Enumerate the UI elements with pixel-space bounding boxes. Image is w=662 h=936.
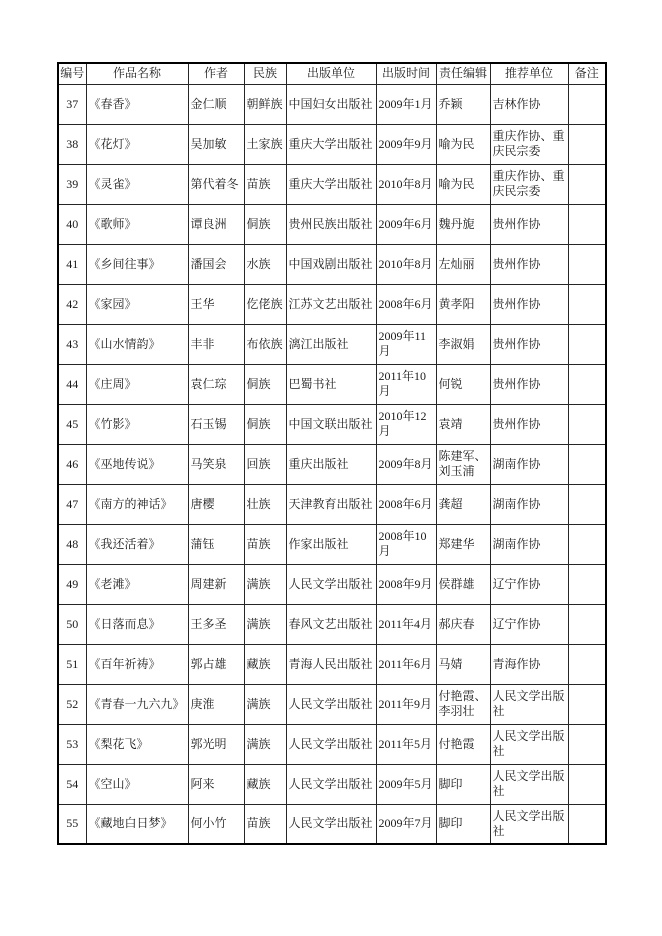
- cell-publisher: 人民文学出版社: [286, 684, 376, 724]
- table-row: [58, 604, 606, 644]
- cell-pub_time: 2011年6月: [376, 644, 436, 684]
- cell-title: 《梨花飞》: [86, 724, 188, 764]
- cell-title: 《庄周》: [86, 364, 188, 404]
- cell-pub_time: 2008年6月: [376, 484, 436, 524]
- cell-title: 《春香》: [86, 84, 188, 124]
- cell-id: 37: [58, 84, 86, 124]
- cell-pub_time: 2011年4月: [376, 604, 436, 644]
- cell-author: 庚淮: [188, 684, 244, 724]
- cell-author: 蒲钰: [188, 524, 244, 564]
- cell-recommender: 人民文学出版社: [490, 804, 568, 844]
- cell-id: 40: [58, 204, 86, 244]
- cell-ethnic: 土家族: [244, 124, 286, 164]
- cell-title: 《百年祈祷》: [86, 644, 188, 684]
- cell-pub_time: 2009年1月: [376, 84, 436, 124]
- cell-author: 阿来: [188, 764, 244, 804]
- table-row: [58, 644, 606, 684]
- cell-title: 《南方的神话》: [86, 484, 188, 524]
- cell-publisher: 巴蜀书社: [286, 364, 376, 404]
- cell-pub_time: 2011年10月: [376, 364, 436, 404]
- cell-editor: 马婧: [436, 644, 490, 684]
- table-row: [58, 764, 606, 804]
- cell-author: 第代着冬: [188, 164, 244, 204]
- cell-note: [568, 204, 606, 244]
- table-row: [58, 804, 606, 844]
- cell-id: 45: [58, 404, 86, 444]
- cell-pub_time: 2010年8月: [376, 244, 436, 284]
- cell-publisher: 漓江出版社: [286, 324, 376, 364]
- table-row: [58, 524, 606, 564]
- cell-recommender: 人民文学出版社: [490, 724, 568, 764]
- cell-publisher: 人民文学出版社: [286, 764, 376, 804]
- cell-recommender: 人民文学出版社: [490, 764, 568, 804]
- cell-editor: 李淑娟: [436, 324, 490, 364]
- cell-note: [568, 284, 606, 324]
- cell-recommender: 重庆作协、重庆民宗委: [490, 124, 568, 164]
- cell-id: 48: [58, 524, 86, 564]
- cell-editor: 侯群雄: [436, 564, 490, 604]
- cell-title: 《空山》: [86, 764, 188, 804]
- cell-note: [568, 164, 606, 204]
- cell-note: [568, 84, 606, 124]
- cell-editor: 左灿丽: [436, 244, 490, 284]
- cell-note: [568, 324, 606, 364]
- cell-note: [568, 804, 606, 844]
- cell-ethnic: 苗族: [244, 524, 286, 564]
- cell-pub_time: 2009年11月: [376, 324, 436, 364]
- cell-title: 《家园》: [86, 284, 188, 324]
- cell-ethnic: 朝鲜族: [244, 84, 286, 124]
- cell-ethnic: 满族: [244, 724, 286, 764]
- cell-id: 52: [58, 684, 86, 724]
- cell-note: [568, 364, 606, 404]
- cell-editor: 喻为民: [436, 164, 490, 204]
- table-row: [58, 684, 606, 724]
- cell-author: 金仁顺: [188, 84, 244, 124]
- cell-recommender: 贵州作协: [490, 284, 568, 324]
- cell-author: 马笑泉: [188, 444, 244, 484]
- cell-publisher: 人民文学出版社: [286, 804, 376, 844]
- cell-note: [568, 444, 606, 484]
- cell-author: 谭良洲: [188, 204, 244, 244]
- cell-id: 44: [58, 364, 86, 404]
- cell-pub_time: 2010年12月: [376, 404, 436, 444]
- table-row: [58, 124, 606, 164]
- cell-id: 43: [58, 324, 86, 364]
- cell-recommender: 贵州作协: [490, 244, 568, 284]
- cell-ethnic: 布依族: [244, 324, 286, 364]
- works-table: [57, 62, 607, 845]
- cell-recommender: 吉林作协: [490, 84, 568, 124]
- cell-editor: 龚超: [436, 484, 490, 524]
- column-header-author: 作者: [188, 63, 244, 84]
- cell-id: 49: [58, 564, 86, 604]
- cell-editor: 郝庆春: [436, 604, 490, 644]
- cell-publisher: 青海人民出版社: [286, 644, 376, 684]
- table-row: [58, 564, 606, 604]
- cell-pub_time: 2009年8月: [376, 444, 436, 484]
- cell-editor: 付艳霞、李羽壮: [436, 684, 490, 724]
- cell-publisher: 重庆大学出版社: [286, 164, 376, 204]
- cell-title: 《巫地传说》: [86, 444, 188, 484]
- cell-editor: 脚印: [436, 804, 490, 844]
- table-row: [58, 724, 606, 764]
- cell-note: [568, 764, 606, 804]
- cell-id: 51: [58, 644, 86, 684]
- cell-editor: 何锐: [436, 364, 490, 404]
- cell-author: 石玉锡: [188, 404, 244, 444]
- cell-pub_time: 2011年5月: [376, 724, 436, 764]
- cell-title: 《灵雀》: [86, 164, 188, 204]
- cell-recommender: 湖南作协: [490, 484, 568, 524]
- cell-id: 38: [58, 124, 86, 164]
- cell-author: 丰非: [188, 324, 244, 364]
- table-row: [58, 404, 606, 444]
- cell-editor: 袁靖: [436, 404, 490, 444]
- cell-recommender: 辽宁作协: [490, 564, 568, 604]
- cell-ethnic: 藏族: [244, 764, 286, 804]
- cell-note: [568, 604, 606, 644]
- cell-author: 吴加敏: [188, 124, 244, 164]
- cell-title: 《青春一九六九》: [86, 684, 188, 724]
- cell-publisher: 重庆出版社: [286, 444, 376, 484]
- cell-pub_time: 2011年9月: [376, 684, 436, 724]
- cell-recommender: 湖南作协: [490, 524, 568, 564]
- cell-publisher: 作家出版社: [286, 524, 376, 564]
- cell-title: 《藏地白日梦》: [86, 804, 188, 844]
- cell-note: [568, 484, 606, 524]
- cell-recommender: 辽宁作协: [490, 604, 568, 644]
- cell-note: [568, 644, 606, 684]
- cell-ethnic: 满族: [244, 564, 286, 604]
- cell-ethnic: 藏族: [244, 644, 286, 684]
- cell-id: 39: [58, 164, 86, 204]
- cell-title: 《竹影》: [86, 404, 188, 444]
- cell-publisher: 人民文学出版社: [286, 564, 376, 604]
- cell-recommender: 青海作协: [490, 644, 568, 684]
- cell-publisher: 重庆大学出版社: [286, 124, 376, 164]
- header-row: [58, 63, 606, 84]
- cell-id: 54: [58, 764, 86, 804]
- table-body: [58, 84, 606, 844]
- cell-pub_time: 2009年5月: [376, 764, 436, 804]
- cell-recommender: 重庆作协、重庆民宗委: [490, 164, 568, 204]
- cell-editor: 乔颖: [436, 84, 490, 124]
- cell-ethnic: 侗族: [244, 204, 286, 244]
- cell-editor: 脚印: [436, 764, 490, 804]
- cell-editor: 付艳霞: [436, 724, 490, 764]
- column-header-editor: 责任编辑: [436, 63, 490, 84]
- cell-id: 42: [58, 284, 86, 324]
- cell-publisher: 贵州民族出版社: [286, 204, 376, 244]
- cell-recommender: 贵州作协: [490, 324, 568, 364]
- cell-ethnic: 侗族: [244, 364, 286, 404]
- cell-author: 王华: [188, 284, 244, 324]
- cell-author: 唐樱: [188, 484, 244, 524]
- column-header-recommender: 推荐单位: [490, 63, 568, 84]
- cell-publisher: 天津教育出版社: [286, 484, 376, 524]
- cell-ethnic: 回族: [244, 444, 286, 484]
- cell-editor: 黄孝阳: [436, 284, 490, 324]
- cell-ethnic: 苗族: [244, 164, 286, 204]
- cell-author: 王多圣: [188, 604, 244, 644]
- cell-title: 《乡间往事》: [86, 244, 188, 284]
- cell-pub_time: 2008年10月: [376, 524, 436, 564]
- cell-title: 《歌师》: [86, 204, 188, 244]
- table-row: [58, 484, 606, 524]
- cell-publisher: 中国文联出版社: [286, 404, 376, 444]
- cell-id: 47: [58, 484, 86, 524]
- cell-title: 《山水情韵》: [86, 324, 188, 364]
- cell-editor: 陈建军、刘玉浦: [436, 444, 490, 484]
- cell-title: 《老滩》: [86, 564, 188, 604]
- cell-publisher: 春风文艺出版社: [286, 604, 376, 644]
- cell-ethnic: 侗族: [244, 404, 286, 444]
- table-row: [58, 84, 606, 124]
- cell-id: 50: [58, 604, 86, 644]
- column-header-pub_time: 出版时间: [376, 63, 436, 84]
- cell-pub_time: 2009年7月: [376, 804, 436, 844]
- cell-author: 何小竹: [188, 804, 244, 844]
- cell-id: 55: [58, 804, 86, 844]
- cell-publisher: 中国妇女出版社: [286, 84, 376, 124]
- cell-recommender: 贵州作协: [490, 404, 568, 444]
- cell-editor: 喻为民: [436, 124, 490, 164]
- table-row: [58, 204, 606, 244]
- cell-pub_time: 2008年9月: [376, 564, 436, 604]
- cell-author: 袁仁琮: [188, 364, 244, 404]
- cell-editor: 郑建华: [436, 524, 490, 564]
- cell-title: 《花灯》: [86, 124, 188, 164]
- cell-ethnic: 满族: [244, 684, 286, 724]
- table-row: [58, 324, 606, 364]
- table-row: [58, 364, 606, 404]
- column-header-title: 作品名称: [86, 63, 188, 84]
- table-row: [58, 444, 606, 484]
- table-header: [58, 63, 606, 84]
- cell-note: [568, 564, 606, 604]
- cell-pub_time: 2008年6月: [376, 284, 436, 324]
- column-header-ethnic: 民族: [244, 63, 286, 84]
- column-header-publisher: 出版单位: [286, 63, 376, 84]
- cell-author: 周建新: [188, 564, 244, 604]
- cell-pub_time: 2010年8月: [376, 164, 436, 204]
- cell-author: 郭占雄: [188, 644, 244, 684]
- cell-author: 潘国会: [188, 244, 244, 284]
- cell-editor: 魏丹旎: [436, 204, 490, 244]
- cell-note: [568, 244, 606, 284]
- cell-pub_time: 2009年9月: [376, 124, 436, 164]
- cell-recommender: 人民文学出版社: [490, 684, 568, 724]
- cell-title: 《日落而息》: [86, 604, 188, 644]
- cell-publisher: 人民文学出版社: [286, 724, 376, 764]
- cell-author: 郭光明: [188, 724, 244, 764]
- cell-note: [568, 684, 606, 724]
- cell-recommender: 贵州作协: [490, 204, 568, 244]
- cell-publisher: 中国戏剧出版社: [286, 244, 376, 284]
- cell-note: [568, 524, 606, 564]
- cell-recommender: 湖南作协: [490, 444, 568, 484]
- cell-note: [568, 124, 606, 164]
- column-header-id: 编号: [58, 63, 86, 84]
- cell-ethnic: 壮族: [244, 484, 286, 524]
- table-row: [58, 284, 606, 324]
- cell-id: 53: [58, 724, 86, 764]
- column-header-note: 备注: [568, 63, 606, 84]
- cell-id: 41: [58, 244, 86, 284]
- table-row: [58, 244, 606, 284]
- cell-recommender: 贵州作协: [490, 364, 568, 404]
- cell-ethnic: 苗族: [244, 804, 286, 844]
- cell-publisher: 江苏文艺出版社: [286, 284, 376, 324]
- cell-pub_time: 2009年6月: [376, 204, 436, 244]
- cell-note: [568, 404, 606, 444]
- cell-ethnic: 仡佬族: [244, 284, 286, 324]
- table-row: [58, 164, 606, 204]
- cell-ethnic: 水族: [244, 244, 286, 284]
- cell-ethnic: 满族: [244, 604, 286, 644]
- cell-note: [568, 724, 606, 764]
- cell-title: 《我还活着》: [86, 524, 188, 564]
- cell-id: 46: [58, 444, 86, 484]
